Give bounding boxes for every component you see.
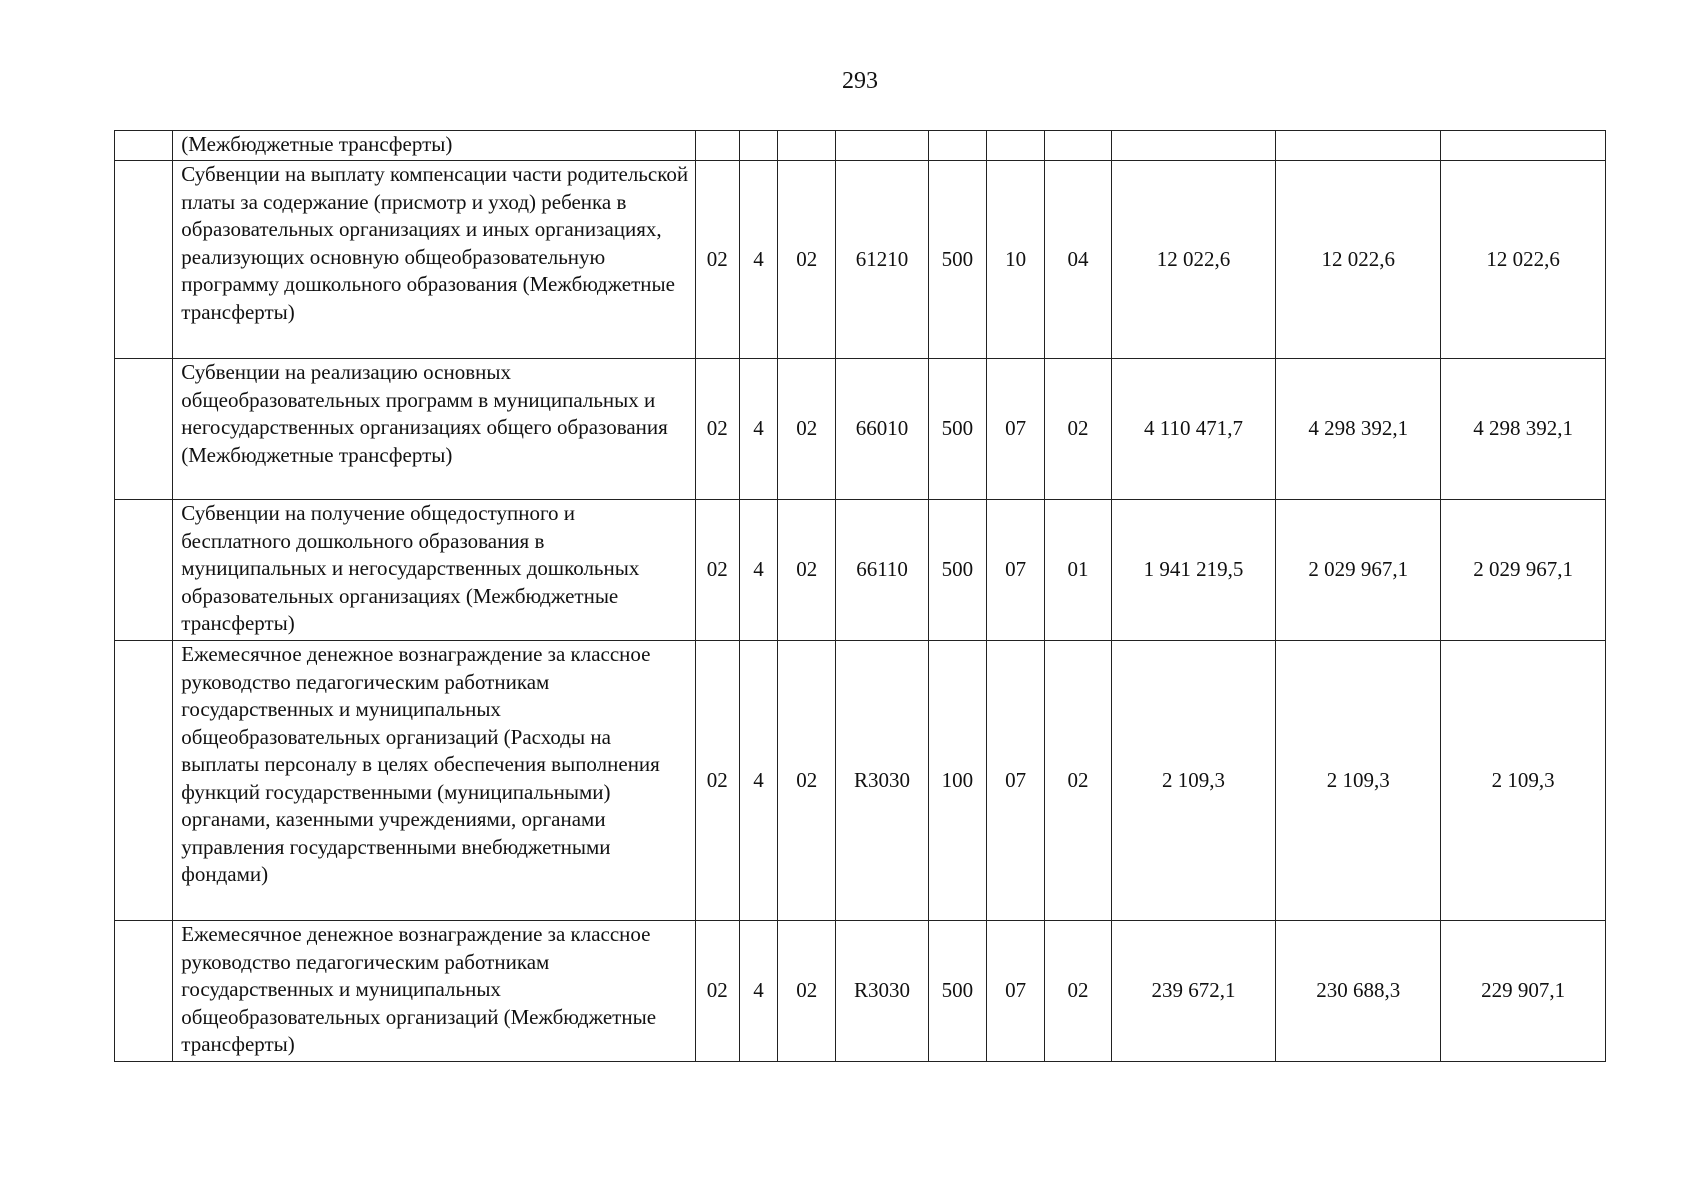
subprogram-cell: 4 <box>739 641 777 921</box>
subsection-cell: 02 <box>1045 359 1111 500</box>
subsection-cell: 04 <box>1045 161 1111 359</box>
direction-cell: 66110 <box>836 500 928 641</box>
expense-type-cell <box>928 131 986 161</box>
name-cell: Ежемесячное денежное вознаграждение за классное руководство педагогическим работникам государственных и муниципальных общеобразовательных организаций (Межбюджетные трансферты) <box>173 921 695 1062</box>
page-number: 293 <box>842 68 878 94</box>
direction-cell <box>836 131 928 161</box>
section-cell: 10 <box>987 161 1045 359</box>
section-cell: 07 <box>987 921 1045 1062</box>
subprogram-cell: 4 <box>739 921 777 1062</box>
activity-cell: 02 <box>778 161 836 359</box>
table-row <box>115 641 1606 921</box>
table-row <box>115 921 1606 1062</box>
subsection-cell <box>1045 131 1111 161</box>
section-cell <box>987 131 1045 161</box>
row-number-cell <box>115 500 173 641</box>
expense-type-cell: 500 <box>928 359 986 500</box>
activity-cell <box>778 131 836 161</box>
amount-3-cell: 4 298 392,1 <box>1441 359 1606 500</box>
table-row <box>115 161 1606 359</box>
direction-cell: R3030 <box>836 921 928 1062</box>
subprogram-cell: 4 <box>739 359 777 500</box>
amount-1-cell: 12 022,6 <box>1111 161 1276 359</box>
budget-table <box>114 130 1606 1062</box>
amount-1-cell: 4 110 471,7 <box>1111 359 1276 500</box>
row-number-cell <box>115 921 173 1062</box>
program-cell: 02 <box>695 161 739 359</box>
activity-cell: 02 <box>778 921 836 1062</box>
section-cell: 07 <box>987 359 1045 500</box>
name-cell: Субвенции на получение общедоступного и бесплатного дошкольного образования в муниципальных и негосударственных дошкольных образовательных организациях (Межбюджетные трансферты) <box>173 500 695 641</box>
subsection-cell: 02 <box>1045 921 1111 1062</box>
row-number-cell <box>115 131 173 161</box>
row-number-cell <box>115 359 173 500</box>
table-row <box>115 131 1606 161</box>
name-cell: (Межбюджетные трансферты) <box>173 131 695 161</box>
name-cell: Субвенции на реализацию основных общеобразовательных программ в муниципальных и негосударственных организациях общего образования (Межбюджетные трансферты) <box>173 359 695 500</box>
program-cell: 02 <box>695 359 739 500</box>
expense-type-cell: 100 <box>928 641 986 921</box>
expense-type-cell: 500 <box>928 921 986 1062</box>
program-cell <box>695 131 739 161</box>
amount-1-cell: 239 672,1 <box>1111 921 1276 1062</box>
section-cell: 07 <box>987 500 1045 641</box>
section-cell: 07 <box>987 641 1045 921</box>
activity-cell: 02 <box>778 641 836 921</box>
subsection-cell: 01 <box>1045 500 1111 641</box>
amount-3-cell <box>1441 131 1606 161</box>
amount-2-cell: 2 029 967,1 <box>1276 500 1441 641</box>
subprogram-cell: 4 <box>739 500 777 641</box>
table-row <box>115 359 1606 500</box>
subprogram-cell <box>739 131 777 161</box>
amount-3-cell: 229 907,1 <box>1441 921 1606 1062</box>
table-body <box>115 131 1606 1062</box>
row-number-cell <box>115 161 173 359</box>
amount-1-cell <box>1111 131 1276 161</box>
amount-3-cell: 2 109,3 <box>1441 641 1606 921</box>
amount-3-cell: 2 029 967,1 <box>1441 500 1606 641</box>
subsection-cell: 02 <box>1045 641 1111 921</box>
program-cell: 02 <box>695 921 739 1062</box>
activity-cell: 02 <box>778 359 836 500</box>
table-row <box>115 500 1606 641</box>
direction-cell: 61210 <box>836 161 928 359</box>
direction-cell: 66010 <box>836 359 928 500</box>
amount-2-cell: 12 022,6 <box>1276 161 1441 359</box>
expense-type-cell: 500 <box>928 500 986 641</box>
activity-cell: 02 <box>778 500 836 641</box>
program-cell: 02 <box>695 500 739 641</box>
expense-type-cell: 500 <box>928 161 986 359</box>
amount-2-cell: 4 298 392,1 <box>1276 359 1441 500</box>
amount-3-cell: 12 022,6 <box>1441 161 1606 359</box>
amount-2-cell: 230 688,3 <box>1276 921 1441 1062</box>
subprogram-cell: 4 <box>739 161 777 359</box>
amount-1-cell: 1 941 219,5 <box>1111 500 1276 641</box>
program-cell: 02 <box>695 641 739 921</box>
name-cell: Субвенции на выплату компенсации части родительской платы за содержание (присмотр и уход) ребенка в образовательных организациях и иных организациях, реализующих основную общеобразовательную программу дошкольного образования (Межбюджетные трансферты) <box>173 161 695 359</box>
amount-2-cell: 2 109,3 <box>1276 641 1441 921</box>
direction-cell: R3030 <box>836 641 928 921</box>
amount-2-cell <box>1276 131 1441 161</box>
name-cell: Ежемесячное денежное вознаграждение за классное руководство педагогическим работникам государственных и муниципальных общеобразовательных организаций (Расходы на выплаты персоналу в целях обеспечения выполнения функций государственными (муниципальными) органами, казенными учреждениями, органами управления государственными внебюджетными фондами) <box>173 641 695 921</box>
amount-1-cell: 2 109,3 <box>1111 641 1276 921</box>
row-number-cell <box>115 641 173 921</box>
